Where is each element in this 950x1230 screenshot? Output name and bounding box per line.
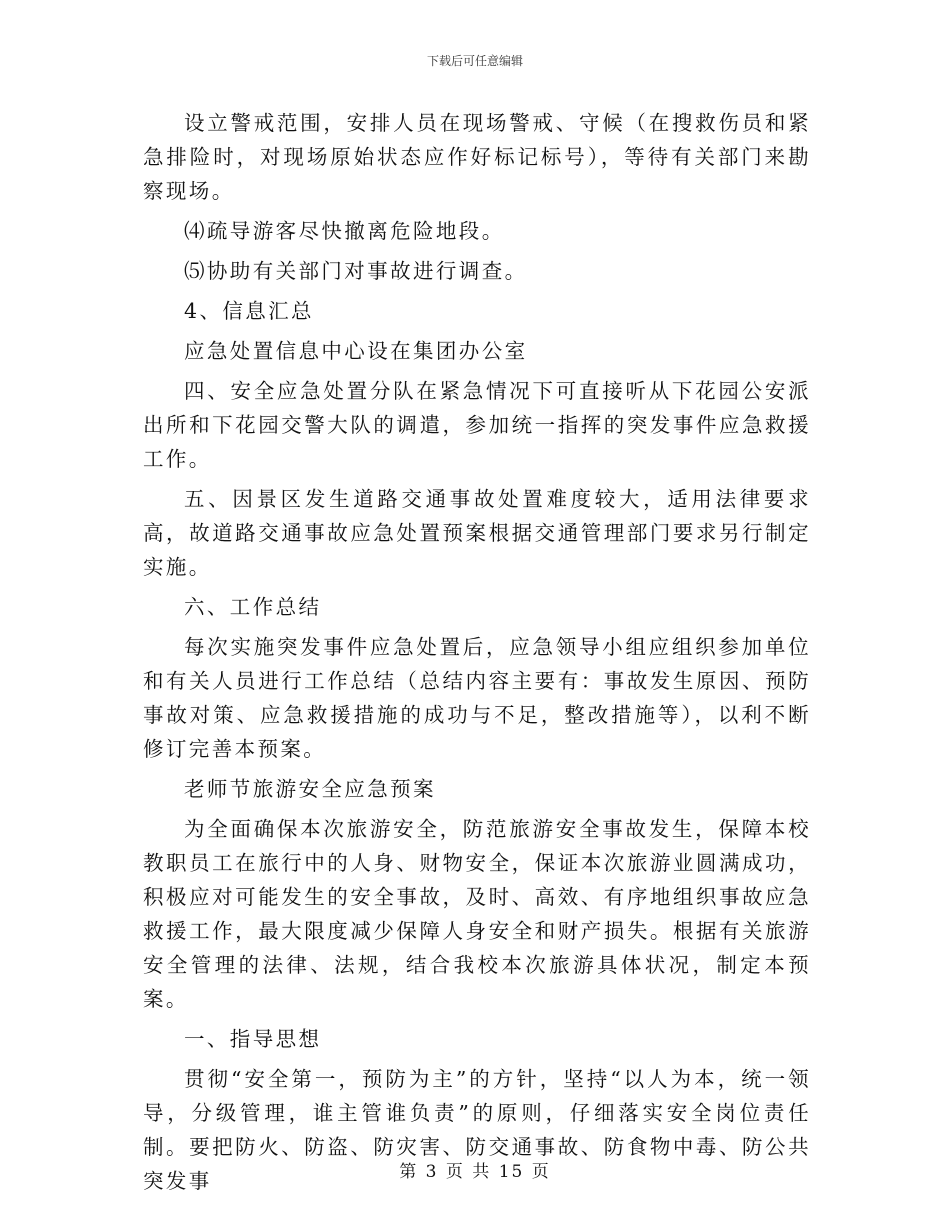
paragraph: 六、工作总结 [184, 595, 322, 619]
paragraph: 4、信息汇总 [184, 299, 314, 323]
paragraph: 四、安全应急处置分队在紧急情况下可直接听从下花园公安派出所和下花园交警大队的调遣，参加统一指挥的突发事件应急救援工作。 [143, 379, 811, 471]
paragraph: 老师节旅游安全应急预案 [184, 777, 436, 801]
paragraph: 为全面确保本次旅游安全，防范旅游安全事故发生，保障本校教职员工在旅行中的人身、财物安全，保证本次旅游业圆满成功，积极应对可能发生的安全事故，及时、高效、有序地组织事故应急救援工作，最大限度减少保障人身安全和财产损失。根据有关旅游安全管理的法律、法规，结合我校本次旅游具体状况，制定本预案。 [143, 817, 811, 1011]
document-body [143, 106, 811, 1198]
paragraph: 每次实施突发事件应急处置后，应急领导小组应组织参加单位和有关人员进行工作总结（总结内容主要有：事故发生原因、预防事故对策、应急救援措施的成功与不足，整改措施等），以利不断修订完善本预案。 [143, 635, 811, 761]
paragraph: ⑸协助有关部门对事故进行调查。 [184, 259, 528, 283]
paragraph: 一、指导思想 [184, 1027, 322, 1051]
page-header: 下载后可任意编辑 [426, 54, 523, 68]
page-number-footer: 第 3 页 共 15 页 [399, 1162, 551, 1182]
paragraph: 设立警戒范围，安排人员在现场警戒、守候（在搜救伤员和紧急排险时，对现场原始状态应作好标记标号），等待有关部门来勘察现场。 [143, 111, 811, 203]
paragraph: 应急处置信息中心设在集团办公室 [184, 339, 528, 363]
paragraph: 贯彻“安全第一，预防为主”的方针，坚持“以人为本，统一领导，分级管理，谁主管谁负责”的原则，仔细落实安全岗位责任制。要把防火、防盗、防灾害、防交通事故、防食物中毒、防公共突发事 [143, 1067, 811, 1193]
paragraph: ⑷疏导游客尽快撤离危险地段。 [184, 219, 505, 243]
paragraph: 五、因景区发生道路交通事故处置难度较大，适用法律要求高，故道路交通事故应急处置预案根据交通管理部门要求另行制定实施。 [143, 487, 811, 579]
